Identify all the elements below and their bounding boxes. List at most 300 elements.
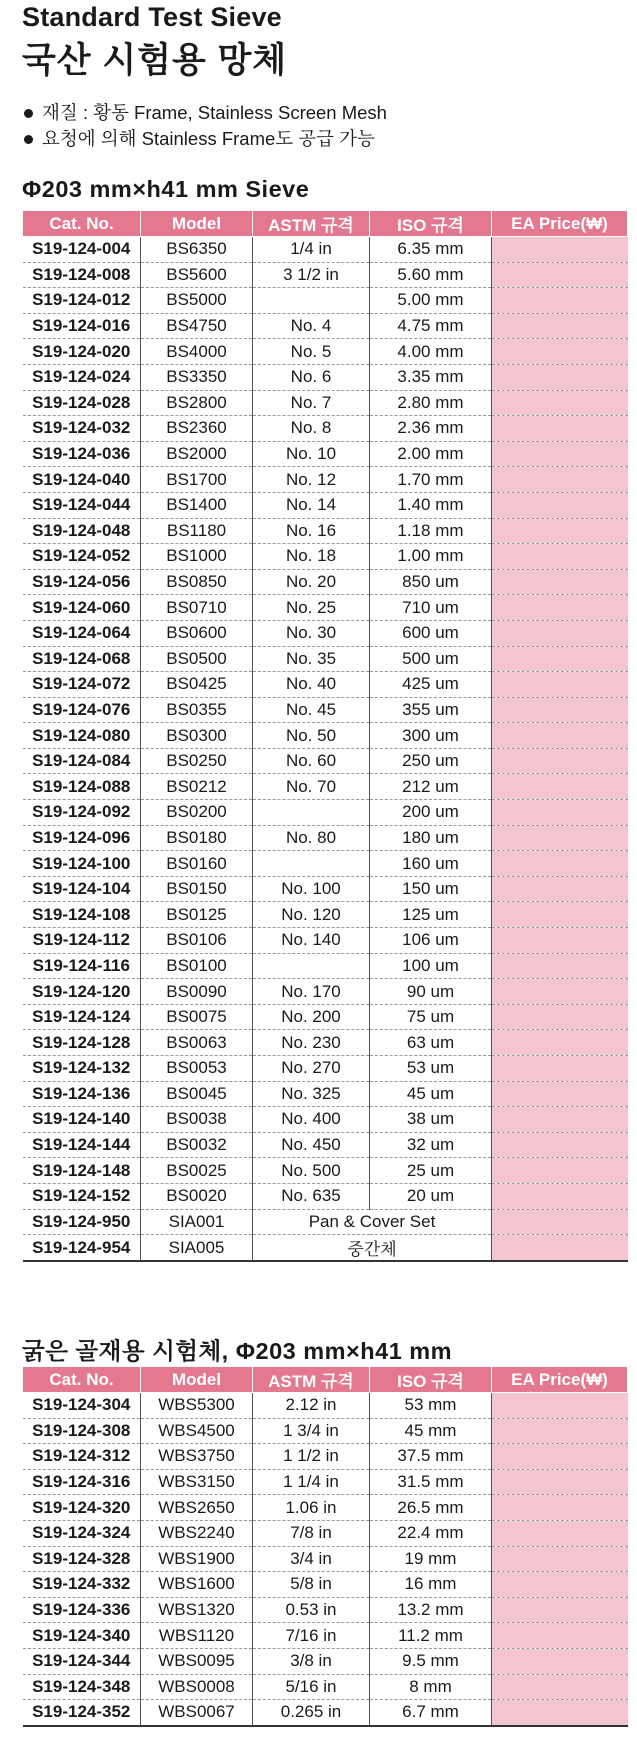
price-cell bbox=[492, 697, 628, 723]
astm-cell: 5/16 in bbox=[253, 1674, 370, 1700]
iso-cell: 45 mm bbox=[370, 1418, 492, 1444]
model-cell: BS2000 bbox=[141, 441, 253, 467]
table-row bbox=[23, 492, 628, 518]
astm-cell: No. 20 bbox=[253, 569, 370, 595]
iso-cell: 26.5 mm bbox=[370, 1495, 492, 1521]
table-row bbox=[23, 544, 628, 570]
price-cell bbox=[492, 416, 628, 442]
astm-cell: No. 25 bbox=[253, 595, 370, 621]
model-cell: BS3350 bbox=[141, 364, 253, 390]
iso-cell: 600 um bbox=[370, 620, 492, 646]
col-price: EA Price(₩) bbox=[492, 1367, 628, 1393]
iso-cell: 106 um bbox=[370, 928, 492, 954]
bullet-dot-icon bbox=[24, 135, 33, 144]
model-cell: BS0020 bbox=[141, 1183, 253, 1209]
table-row bbox=[23, 1674, 628, 1700]
model-cell: BS1700 bbox=[141, 467, 253, 493]
col-price: EA Price(₩) bbox=[492, 211, 628, 237]
iso-cell: 11.2 mm bbox=[370, 1623, 492, 1649]
price-cell bbox=[492, 800, 628, 826]
cat-no-cell: S19-124-068 bbox=[23, 646, 141, 672]
col-cat-no: Cat. No. bbox=[23, 1367, 141, 1393]
table-row bbox=[23, 902, 628, 928]
col-model: Model bbox=[141, 211, 253, 237]
iso-cell: 16 mm bbox=[370, 1572, 492, 1598]
iso-cell: 250 um bbox=[370, 748, 492, 774]
cat-no-cell: S19-124-328 bbox=[23, 1546, 141, 1572]
model-cell: BS1180 bbox=[141, 518, 253, 544]
price-cell bbox=[492, 748, 628, 774]
price-cell bbox=[492, 1469, 628, 1495]
cat-no-cell: S19-124-064 bbox=[23, 620, 141, 646]
price-cell bbox=[492, 672, 628, 698]
cat-no-cell: S19-124-076 bbox=[23, 697, 141, 723]
cat-no-cell: S19-124-080 bbox=[23, 723, 141, 749]
cat-no-cell: S19-124-008 bbox=[23, 262, 141, 288]
cat-no-cell: S19-124-020 bbox=[23, 339, 141, 365]
price-cell bbox=[492, 1444, 628, 1470]
table-row bbox=[23, 1183, 628, 1209]
iso-cell: 13.2 mm bbox=[370, 1597, 492, 1623]
table-row bbox=[23, 1158, 628, 1184]
astm-cell: No. 325 bbox=[253, 1081, 370, 1107]
price-cell bbox=[492, 569, 628, 595]
model-cell: BS0200 bbox=[141, 800, 253, 826]
model-cell: WBS0095 bbox=[141, 1648, 253, 1674]
price-cell bbox=[492, 851, 628, 877]
iso-cell: 125 um bbox=[370, 902, 492, 928]
price-cell bbox=[492, 1418, 628, 1444]
table-row bbox=[23, 390, 628, 416]
iso-cell: 2.00 mm bbox=[370, 441, 492, 467]
astm-cell: No. 30 bbox=[253, 620, 370, 646]
cat-no-cell: S19-124-088 bbox=[23, 774, 141, 800]
iso-cell: 180 um bbox=[370, 825, 492, 851]
price-cell bbox=[492, 288, 628, 314]
astm-cell: No. 5 bbox=[253, 339, 370, 365]
astm-cell: 3 1/2 in bbox=[253, 262, 370, 288]
table-row bbox=[23, 1107, 628, 1133]
cat-no-cell: S19-124-084 bbox=[23, 748, 141, 774]
table-row bbox=[23, 339, 628, 365]
section-title-coarse: 굵은 골재용 시험체, Φ203 mm×h41 mm bbox=[22, 1338, 453, 1364]
model-cell: BS0250 bbox=[141, 748, 253, 774]
iso-cell: 9.5 mm bbox=[370, 1648, 492, 1674]
astm-cell: No. 140 bbox=[253, 928, 370, 954]
table-row bbox=[23, 1209, 628, 1235]
model-cell: BS0150 bbox=[141, 876, 253, 902]
iso-cell: 63 um bbox=[370, 1030, 492, 1056]
table-row bbox=[23, 1004, 628, 1030]
cat-no-cell: S19-124-052 bbox=[23, 544, 141, 570]
price-cell bbox=[492, 953, 628, 979]
table-row bbox=[23, 1495, 628, 1521]
model-cell: WBS4500 bbox=[141, 1418, 253, 1444]
model-cell: BS0025 bbox=[141, 1158, 253, 1184]
cat-no-cell: S19-124-312 bbox=[23, 1444, 141, 1470]
iso-cell: 4.00 mm bbox=[370, 339, 492, 365]
model-cell: BS0125 bbox=[141, 902, 253, 928]
astm-cell bbox=[253, 851, 370, 877]
iso-cell: 100 um bbox=[370, 953, 492, 979]
table-row bbox=[23, 646, 628, 672]
model-cell: BS0100 bbox=[141, 953, 253, 979]
price-cell bbox=[492, 774, 628, 800]
price-cell bbox=[492, 1597, 628, 1623]
cat-no-cell: S19-124-060 bbox=[23, 595, 141, 621]
table-row bbox=[23, 1648, 628, 1674]
iso-cell: 150 um bbox=[370, 876, 492, 902]
cat-no-cell: S19-124-036 bbox=[23, 441, 141, 467]
table-row bbox=[23, 1546, 628, 1572]
table-row bbox=[23, 1572, 628, 1598]
spec-cell: 중간체 bbox=[253, 1235, 492, 1262]
table-row bbox=[23, 1393, 628, 1419]
model-cell: WBS2240 bbox=[141, 1520, 253, 1546]
price-cell bbox=[492, 876, 628, 902]
table-row bbox=[23, 774, 628, 800]
cat-no-cell: S19-124-048 bbox=[23, 518, 141, 544]
price-cell bbox=[492, 1056, 628, 1082]
astm-cell: No. 18 bbox=[253, 544, 370, 570]
table-row bbox=[23, 288, 628, 314]
model-cell: BS0090 bbox=[141, 979, 253, 1005]
iso-cell: 37.5 mm bbox=[370, 1444, 492, 1470]
table-row bbox=[23, 237, 628, 263]
model-cell: WBS1120 bbox=[141, 1623, 253, 1649]
astm-cell: No. 7 bbox=[253, 390, 370, 416]
model-cell: BS0212 bbox=[141, 774, 253, 800]
table-row bbox=[23, 876, 628, 902]
astm-cell: No. 14 bbox=[253, 492, 370, 518]
iso-cell: 5.60 mm bbox=[370, 262, 492, 288]
model-cell: WBS0008 bbox=[141, 1674, 253, 1700]
model-cell: BS0425 bbox=[141, 672, 253, 698]
astm-cell: No. 35 bbox=[253, 646, 370, 672]
model-cell: BS0600 bbox=[141, 620, 253, 646]
table-row bbox=[23, 518, 628, 544]
iso-cell: 38 um bbox=[370, 1107, 492, 1133]
astm-cell: 5/8 in bbox=[253, 1572, 370, 1598]
cat-no-cell: S19-124-136 bbox=[23, 1081, 141, 1107]
price-cell bbox=[492, 1648, 628, 1674]
table-row bbox=[23, 1132, 628, 1158]
astm-cell: 1/4 in bbox=[253, 237, 370, 263]
price-cell bbox=[492, 1572, 628, 1598]
astm-cell: No. 270 bbox=[253, 1056, 370, 1082]
astm-cell: 1.06 in bbox=[253, 1495, 370, 1521]
cat-no-cell: S19-124-152 bbox=[23, 1183, 141, 1209]
iso-cell: 90 um bbox=[370, 979, 492, 1005]
table-row bbox=[23, 262, 628, 288]
cat-no-cell: S19-124-348 bbox=[23, 1674, 141, 1700]
cat-no-cell: S19-124-012 bbox=[23, 288, 141, 314]
astm-cell: No. 10 bbox=[253, 441, 370, 467]
astm-cell: No. 12 bbox=[253, 467, 370, 493]
col-iso: ISO 규격 bbox=[370, 211, 492, 237]
cat-no-cell: S19-124-336 bbox=[23, 1597, 141, 1623]
astm-cell: No. 60 bbox=[253, 748, 370, 774]
iso-cell: 4.75 mm bbox=[370, 313, 492, 339]
model-cell: BS4750 bbox=[141, 313, 253, 339]
astm-cell: 3/8 in bbox=[253, 1648, 370, 1674]
model-cell: WBS1600 bbox=[141, 1572, 253, 1598]
table-row bbox=[23, 825, 628, 851]
table-row bbox=[23, 953, 628, 979]
cat-no-cell: S19-124-308 bbox=[23, 1418, 141, 1444]
iso-cell: 32 um bbox=[370, 1132, 492, 1158]
note-text: 요청에 의해 Stainless Frame도 공급 가능 bbox=[42, 128, 375, 149]
table-row bbox=[23, 1469, 628, 1495]
price-cell bbox=[492, 1004, 628, 1030]
iso-cell: 22.4 mm bbox=[370, 1520, 492, 1546]
table-header-row bbox=[23, 1367, 628, 1393]
astm-cell: 7/8 in bbox=[253, 1520, 370, 1546]
model-cell: WBS0067 bbox=[141, 1700, 253, 1726]
cat-no-cell: S19-124-112 bbox=[23, 928, 141, 954]
price-cell bbox=[492, 1158, 628, 1184]
iso-cell: 53 mm bbox=[370, 1393, 492, 1419]
iso-cell: 300 um bbox=[370, 723, 492, 749]
astm-cell: 2.12 in bbox=[253, 1393, 370, 1419]
astm-cell: No. 400 bbox=[253, 1107, 370, 1133]
table-row bbox=[23, 467, 628, 493]
astm-cell: No. 230 bbox=[253, 1030, 370, 1056]
price-cell bbox=[492, 1030, 628, 1056]
iso-cell: 2.36 mm bbox=[370, 416, 492, 442]
table-row bbox=[23, 697, 628, 723]
bullet-dot-icon bbox=[24, 109, 33, 118]
astm-cell: 7/16 in bbox=[253, 1623, 370, 1649]
iso-cell: 53 um bbox=[370, 1056, 492, 1082]
model-cell: BS0300 bbox=[141, 723, 253, 749]
astm-cell: No. 80 bbox=[253, 825, 370, 851]
price-cell bbox=[492, 1546, 628, 1572]
iso-cell: 31.5 mm bbox=[370, 1469, 492, 1495]
astm-cell: No. 450 bbox=[253, 1132, 370, 1158]
price-cell bbox=[492, 237, 628, 263]
iso-cell: 8 mm bbox=[370, 1674, 492, 1700]
cat-no-cell: S19-124-128 bbox=[23, 1030, 141, 1056]
table-row bbox=[23, 1597, 628, 1623]
astm-cell: 0.53 in bbox=[253, 1597, 370, 1623]
cat-no-cell: S19-124-028 bbox=[23, 390, 141, 416]
cat-no-cell: S19-124-044 bbox=[23, 492, 141, 518]
note-text: 재질 : 황동 Frame, Stainless Screen Mesh bbox=[42, 102, 387, 123]
cat-no-cell: S19-124-040 bbox=[23, 467, 141, 493]
iso-cell: 6.7 mm bbox=[370, 1700, 492, 1726]
table-header-row bbox=[23, 211, 628, 237]
price-cell bbox=[492, 1107, 628, 1133]
cat-no-cell: S19-124-056 bbox=[23, 569, 141, 595]
price-cell bbox=[492, 646, 628, 672]
cat-no-cell: S19-124-104 bbox=[23, 876, 141, 902]
price-cell bbox=[492, 928, 628, 954]
cat-no-cell: S19-124-100 bbox=[23, 851, 141, 877]
iso-cell: 500 um bbox=[370, 646, 492, 672]
iso-cell: 5.00 mm bbox=[370, 288, 492, 314]
col-cat-no: Cat. No. bbox=[23, 211, 141, 237]
model-cell: WBS3150 bbox=[141, 1469, 253, 1495]
iso-cell: 1.70 mm bbox=[370, 467, 492, 493]
price-cell bbox=[492, 1393, 628, 1419]
table-row bbox=[23, 1056, 628, 1082]
iso-cell: 19 mm bbox=[370, 1546, 492, 1572]
model-cell: SIA001 bbox=[141, 1209, 253, 1235]
model-cell: WBS1900 bbox=[141, 1546, 253, 1572]
cat-no-cell: S19-124-132 bbox=[23, 1056, 141, 1082]
table-row bbox=[23, 1418, 628, 1444]
model-cell: BS0038 bbox=[141, 1107, 253, 1133]
price-cell bbox=[492, 313, 628, 339]
price-cell bbox=[492, 1700, 628, 1726]
table-row bbox=[23, 1235, 628, 1262]
material-notes bbox=[22, 100, 387, 152]
cat-no-cell: S19-124-304 bbox=[23, 1393, 141, 1419]
iso-cell: 6.35 mm bbox=[370, 237, 492, 263]
price-cell bbox=[492, 723, 628, 749]
model-cell: BS0180 bbox=[141, 825, 253, 851]
coarse-aggregate-table bbox=[22, 1366, 628, 1727]
price-cell bbox=[492, 1520, 628, 1546]
table-row bbox=[23, 1081, 628, 1107]
table-row bbox=[23, 1444, 628, 1470]
iso-cell: 200 um bbox=[370, 800, 492, 826]
astm-cell bbox=[253, 288, 370, 314]
col-astm: ASTM 규격 bbox=[253, 211, 370, 237]
price-cell bbox=[492, 1209, 628, 1235]
price-cell bbox=[492, 902, 628, 928]
price-cell bbox=[492, 1183, 628, 1209]
astm-cell: No. 635 bbox=[253, 1183, 370, 1209]
cat-no-cell: S19-124-116 bbox=[23, 953, 141, 979]
astm-cell: No. 120 bbox=[253, 902, 370, 928]
col-iso: ISO 규격 bbox=[370, 1367, 492, 1393]
iso-cell: 45 um bbox=[370, 1081, 492, 1107]
model-cell: WBS5300 bbox=[141, 1393, 253, 1419]
cat-no-cell: S19-124-024 bbox=[23, 364, 141, 390]
price-cell bbox=[492, 1623, 628, 1649]
table-row bbox=[23, 416, 628, 442]
iso-cell: 212 um bbox=[370, 774, 492, 800]
model-cell: WBS2650 bbox=[141, 1495, 253, 1521]
astm-cell: No. 16 bbox=[253, 518, 370, 544]
astm-cell: No. 8 bbox=[253, 416, 370, 442]
table-row bbox=[23, 851, 628, 877]
cat-no-cell: S19-124-950 bbox=[23, 1209, 141, 1235]
cat-no-cell: S19-124-324 bbox=[23, 1520, 141, 1546]
cat-no-cell: S19-124-340 bbox=[23, 1623, 141, 1649]
astm-cell: No. 200 bbox=[253, 1004, 370, 1030]
iso-cell: 75 um bbox=[370, 1004, 492, 1030]
table-row bbox=[23, 620, 628, 646]
model-cell: WBS1320 bbox=[141, 1597, 253, 1623]
astm-cell: No. 6 bbox=[253, 364, 370, 390]
model-cell: BS0075 bbox=[141, 1004, 253, 1030]
cat-no-cell: S19-124-344 bbox=[23, 1648, 141, 1674]
table-row bbox=[23, 1623, 628, 1649]
table-row bbox=[23, 313, 628, 339]
iso-cell: 160 um bbox=[370, 851, 492, 877]
cat-no-cell: S19-124-124 bbox=[23, 1004, 141, 1030]
iso-cell: 3.35 mm bbox=[370, 364, 492, 390]
iso-cell: 850 um bbox=[370, 569, 492, 595]
model-cell: BS2800 bbox=[141, 390, 253, 416]
table-row bbox=[23, 441, 628, 467]
table-row bbox=[23, 928, 628, 954]
iso-cell: 2.80 mm bbox=[370, 390, 492, 416]
astm-cell: No. 4 bbox=[253, 313, 370, 339]
model-cell: BS1400 bbox=[141, 492, 253, 518]
model-cell: SIA005 bbox=[141, 1235, 253, 1262]
model-cell: BS1000 bbox=[141, 544, 253, 570]
sieve-table bbox=[22, 210, 628, 1262]
cat-no-cell: S19-124-108 bbox=[23, 902, 141, 928]
iso-cell: 25 um bbox=[370, 1158, 492, 1184]
table-row bbox=[23, 595, 628, 621]
cat-no-cell: S19-124-352 bbox=[23, 1700, 141, 1726]
model-cell: BS0500 bbox=[141, 646, 253, 672]
price-cell bbox=[492, 544, 628, 570]
price-cell bbox=[492, 1235, 628, 1262]
price-cell bbox=[492, 364, 628, 390]
price-cell bbox=[492, 518, 628, 544]
price-cell bbox=[492, 1081, 628, 1107]
note-material bbox=[22, 100, 387, 126]
astm-cell: No. 70 bbox=[253, 774, 370, 800]
cat-no-cell: S19-124-016 bbox=[23, 313, 141, 339]
iso-cell: 710 um bbox=[370, 595, 492, 621]
astm-cell: No. 45 bbox=[253, 697, 370, 723]
astm-cell bbox=[253, 800, 370, 826]
table-row bbox=[23, 723, 628, 749]
price-cell bbox=[492, 492, 628, 518]
model-cell: BS0053 bbox=[141, 1056, 253, 1082]
cat-no-cell: S19-124-148 bbox=[23, 1158, 141, 1184]
table-row bbox=[23, 748, 628, 774]
price-cell bbox=[492, 595, 628, 621]
cat-no-cell: S19-124-032 bbox=[23, 416, 141, 442]
astm-cell: No. 50 bbox=[253, 723, 370, 749]
table-row bbox=[23, 364, 628, 390]
model-cell: BS0355 bbox=[141, 697, 253, 723]
model-cell: BS0032 bbox=[141, 1132, 253, 1158]
cat-no-cell: S19-124-092 bbox=[23, 800, 141, 826]
price-cell bbox=[492, 1132, 628, 1158]
iso-cell: 1.18 mm bbox=[370, 518, 492, 544]
model-cell: BS0106 bbox=[141, 928, 253, 954]
price-cell bbox=[492, 467, 628, 493]
astm-cell: 1 3/4 in bbox=[253, 1418, 370, 1444]
astm-cell: No. 40 bbox=[253, 672, 370, 698]
spec-cell: Pan & Cover Set bbox=[253, 1209, 492, 1235]
table-row bbox=[23, 1520, 628, 1546]
price-cell bbox=[492, 262, 628, 288]
col-astm: ASTM 규격 bbox=[253, 1367, 370, 1393]
price-cell bbox=[492, 1674, 628, 1700]
iso-cell: 1.00 mm bbox=[370, 544, 492, 570]
section-title-sieve: Φ203 mm×h41 mm Sieve bbox=[22, 176, 310, 202]
table-row bbox=[23, 979, 628, 1005]
col-model: Model bbox=[141, 1367, 253, 1393]
title-english: Standard Test Sieve bbox=[22, 2, 282, 32]
table-row bbox=[23, 569, 628, 595]
model-cell: BS0045 bbox=[141, 1081, 253, 1107]
astm-cell: 1 1/2 in bbox=[253, 1444, 370, 1470]
cat-no-cell: S19-124-332 bbox=[23, 1572, 141, 1598]
iso-cell: 20 um bbox=[370, 1183, 492, 1209]
model-cell: BS0710 bbox=[141, 595, 253, 621]
